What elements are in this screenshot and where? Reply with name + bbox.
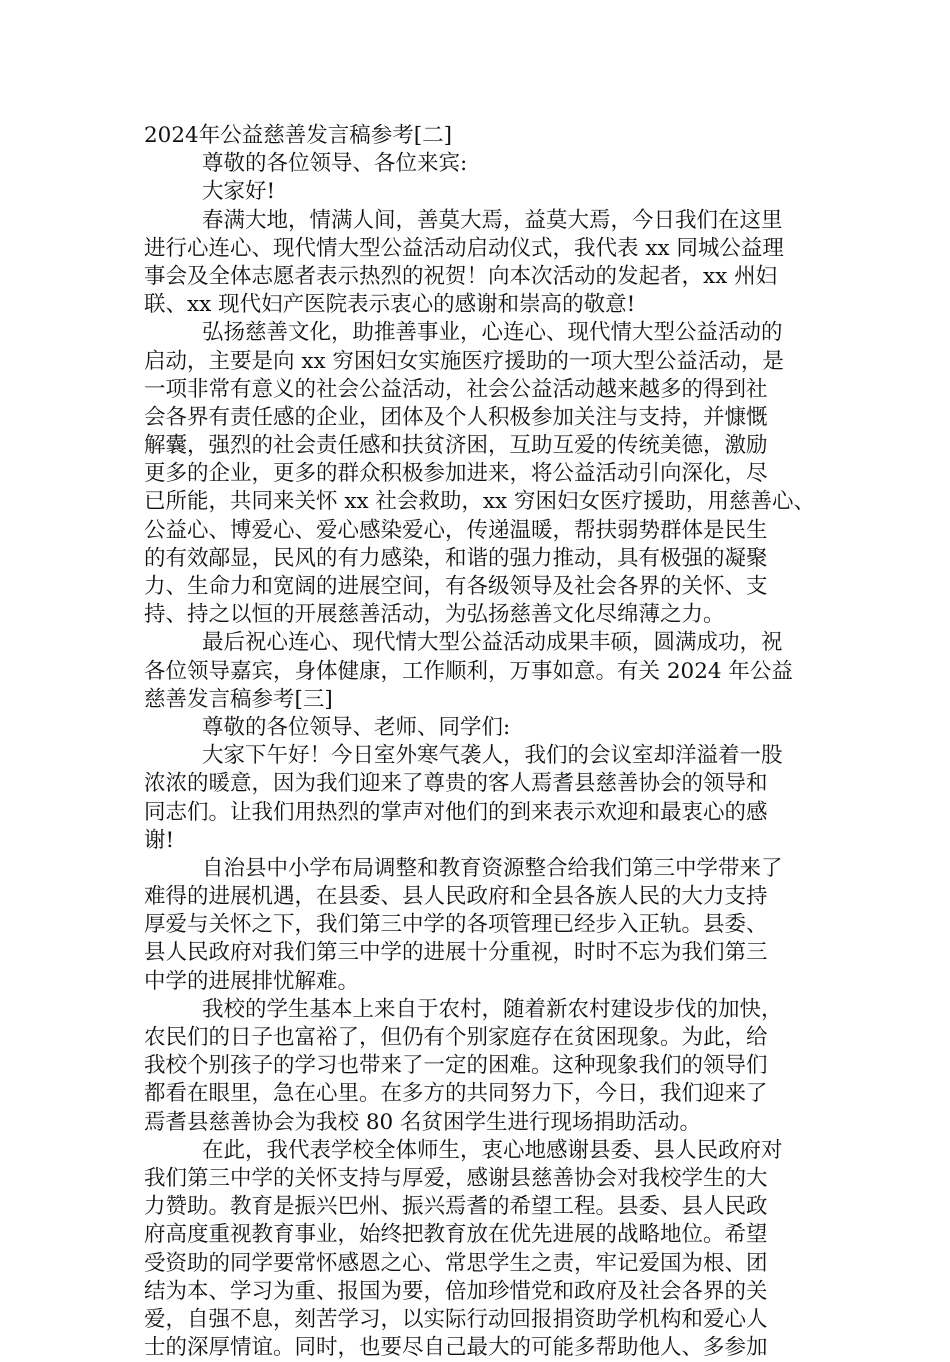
text-line: 的有效鄗显，民风的有力感染，和谐的强力推动，具有极强的凝聚 [144, 545, 768, 571]
text-line: 2024年公益慈善发言稿参考[二] [144, 123, 452, 148]
text-line: 难得的进展机遇，在县委、县人民政府和全县各族人民的大力支持 [144, 884, 768, 910]
text-line: 谢! [144, 827, 175, 853]
text-line: 尊敬的各位领导、老师、同学们: [202, 714, 511, 740]
text-line: 进行心连心、现代情大型公益活动启动仪式，我代表 xx 同城公益理 [144, 235, 784, 261]
text-line: 自治县中小学布局调整和教育资源整合给我们第三中学带来了 [202, 855, 783, 881]
text-line: 爱，自强不息，刻苦学习，以实际行动回报捐资助学机构和爱心人 [144, 1306, 768, 1332]
text-line: 结为本、学习为重、报国为要，倍加珍惜党和政府及社会各界的关 [144, 1278, 768, 1304]
text-line: 县人民政府对我们第三中学的进展十分重视，时时不忘为我们第三 [144, 940, 768, 966]
text-line: 焉耆县慈善协会为我校 80 名贫困学生进行现场捐助活动。 [144, 1109, 702, 1135]
text-line: 公益心、博爱心、爱心感染爱心，传递温暖，帮扶弱势群体是民生 [144, 517, 768, 543]
text-line: 我校个别孩子的学习也带来了一定的困难。这种现象我们的领导们 [144, 1053, 768, 1079]
text-line: 慈善发言稿参考[三] [144, 686, 333, 712]
text-line: 最后祝心连心、现代情大型公益活动成果丰硕，圆满成功，祝 [202, 630, 783, 656]
text-line: 弘扬慈善文化，助推善事业，心连心、现代情大型公益活动的 [202, 320, 783, 346]
text-line: 大家下午好！今日室外寒气袭人，我们的会议室却洋溢着一股 [202, 743, 783, 769]
text-line: 士的深厚情谊。同时，也要尽自己最大的可能多帮助他人、多参加 [144, 1335, 768, 1361]
text-line: 同志们。让我们用热烈的掌声对他们的到来表示欢迎和最衷心的感 [144, 799, 768, 825]
text-line: 中学的进展排忧解难。 [144, 968, 360, 994]
text-line: 各位领导嘉宾，身体健康，工作顺利，万事如意。有关 2024 年公益 [144, 658, 793, 684]
text-line: 厚爱与关怀之下，我们第三中学的各项管理已经步入正轨。县委、 [144, 912, 768, 938]
text-line: 我们第三中学的关怀支持与厚爱，感谢县慈善协会对我校学生的大 [144, 1165, 768, 1191]
text-line: 启动，主要是向 xx 穷困妇女实施医疗援助的一项大型公益活动，是 [144, 348, 784, 374]
text-line: 持、持之以恒的开展慈善活动，为弘扬慈善文化尽绵薄之力。 [144, 602, 725, 628]
text-line: 受资助的同学要常怀感恩之心、常思学生之责，牢记爱国为根、团 [144, 1250, 768, 1276]
text-line: 浓浓的暖意，因为我们迎来了尊贵的客人焉耆县慈善协会的领导和 [144, 771, 768, 797]
text-line: 会各界有责任感的企业，团体及个人积极参加关注与支持，并慷慨 [144, 404, 768, 430]
text-line: 农民们的日子也富裕了，但仍有个别家庭存在贫困现象。为此，给 [144, 1025, 768, 1050]
text-line: 尊敬的各位领导、各位来宾: [202, 151, 468, 177]
text-line: 在此，我代表学校全体师生，衷心地感谢县委、县人民政府对 [202, 1137, 783, 1163]
text-line: 我校的学生基本上来自于农村，随着新农村建设步伐的加快， [202, 996, 783, 1022]
text-line: 一项非常有意义的社会公益活动，社会公益活动越来越多的得到社 [144, 376, 768, 402]
text-line: 更多的企业，更多的群众积极参加进来，将公益活动引向深化，尽 [144, 461, 768, 487]
text-line: 事会及全体志愿者表示热烈的祝贺！向本次活动的发起者，xx 州妇 [144, 263, 778, 289]
text-line: 解囊，强烈的社会责任感和扶贫济困，互助互爱的传统美德，激励 [144, 433, 768, 459]
text-line: 联、xx 现代妇产医院表示衷心的感谢和崇高的敬意! [144, 292, 636, 318]
text-line: 府高度重视教育事业，始终把教育放在优先进展的战略地位。希望 [144, 1222, 768, 1248]
text-line: 大家好! [202, 179, 276, 205]
text-line: 力、生命力和宽阔的进展空间，有各级领导及社会各界的关怀、支 [144, 574, 768, 599]
text-line: 都看在眼里，急在心里。在多方的共同努力下，今日，我们迎来了 [144, 1081, 768, 1107]
text-line: 春满大地，情满人间，善莫大焉，益莫大焉，今日我们在这里 [202, 207, 783, 233]
document-page [144, 122, 816, 1362]
text-line: 力赞助。教育是振兴巴州、振兴焉耆的希望工程。县委、县人民政 [144, 1194, 768, 1220]
text-line: 已所能，共同来关怀 xx 社会救助，xx 穷困妇女医疗援助，用慈善心、 [144, 489, 816, 515]
